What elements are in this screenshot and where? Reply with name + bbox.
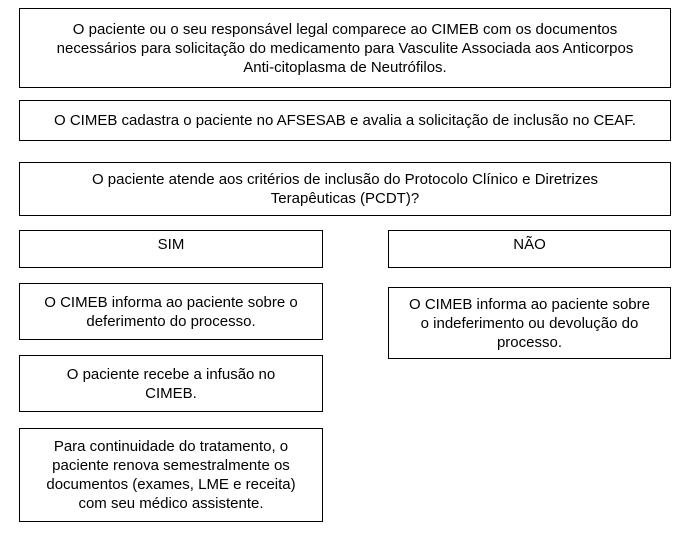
- yes-infusion-line-1: O paciente recebe a infusão no: [66, 365, 276, 383]
- yes-infusion-box: [19, 355, 323, 412]
- yes-renewal-line-2: paciente renova semestralmente os: [52, 457, 290, 474]
- yes-infusion-text: [67, 365, 275, 403]
- branch-yes-label: SIM: [157, 236, 185, 253]
- step-request-text: [57, 20, 634, 77]
- yes-infusion-line-2: CIMEB.: [145, 384, 197, 402]
- decision-line-1: O paciente atende aos critérios de inclusão do Protocolo Clínico e Diretrizes: [91, 171, 599, 188]
- no-rejection-line-1: O CIMEB informa ao paciente sobre: [409, 295, 650, 313]
- branch-yes-label-box: [19, 230, 323, 268]
- yes-renewal-line-4: com seu médico assistente.: [78, 495, 264, 512]
- yes-renewal-box: [19, 428, 323, 522]
- branch-no-label: NÃO: [513, 236, 546, 253]
- step-request-line-3: Anti-citoplasma de Neutrófilos.: [243, 58, 447, 76]
- no-rejection-box: [388, 287, 671, 359]
- yes-renewal-line-3: documentos (exames, LME e receita): [46, 476, 296, 493]
- decision-line-2: Terapêuticas (PCDT)?: [270, 190, 420, 207]
- step-request-line-1: O paciente ou o seu responsável legal comparece ao CIMEB com os documentos: [72, 20, 618, 38]
- step-request-line-2: necessários para solicitação do medicamento para Vasculite Associada aos Anticorpos: [56, 39, 634, 57]
- step-register-box: [19, 100, 671, 141]
- no-rejection-line-3: processo.: [496, 333, 563, 351]
- yes-approval-line-1: O CIMEB informa ao paciente sobre o: [44, 293, 298, 311]
- decision-criteria-box: [19, 162, 671, 216]
- step-register-text: O CIMEB cadastra o paciente no AFSESAB e avalia a solicitação de inclusão no CEAF.: [54, 112, 636, 129]
- yes-approval-box: [19, 283, 323, 340]
- step-request-box: [19, 8, 671, 88]
- no-rejection-text: [409, 295, 650, 352]
- branch-no-label-box: [388, 230, 671, 268]
- yes-approval-line-2: deferimento do processo.: [86, 312, 256, 330]
- yes-renewal-text: [46, 437, 295, 513]
- decision-criteria-text: [92, 170, 598, 208]
- no-rejection-line-2: o indeferimento ou devolução do: [420, 314, 639, 332]
- yes-renewal-line-1: Para continuidade do tratamento, o: [53, 438, 289, 455]
- yes-approval-text: [44, 293, 297, 331]
